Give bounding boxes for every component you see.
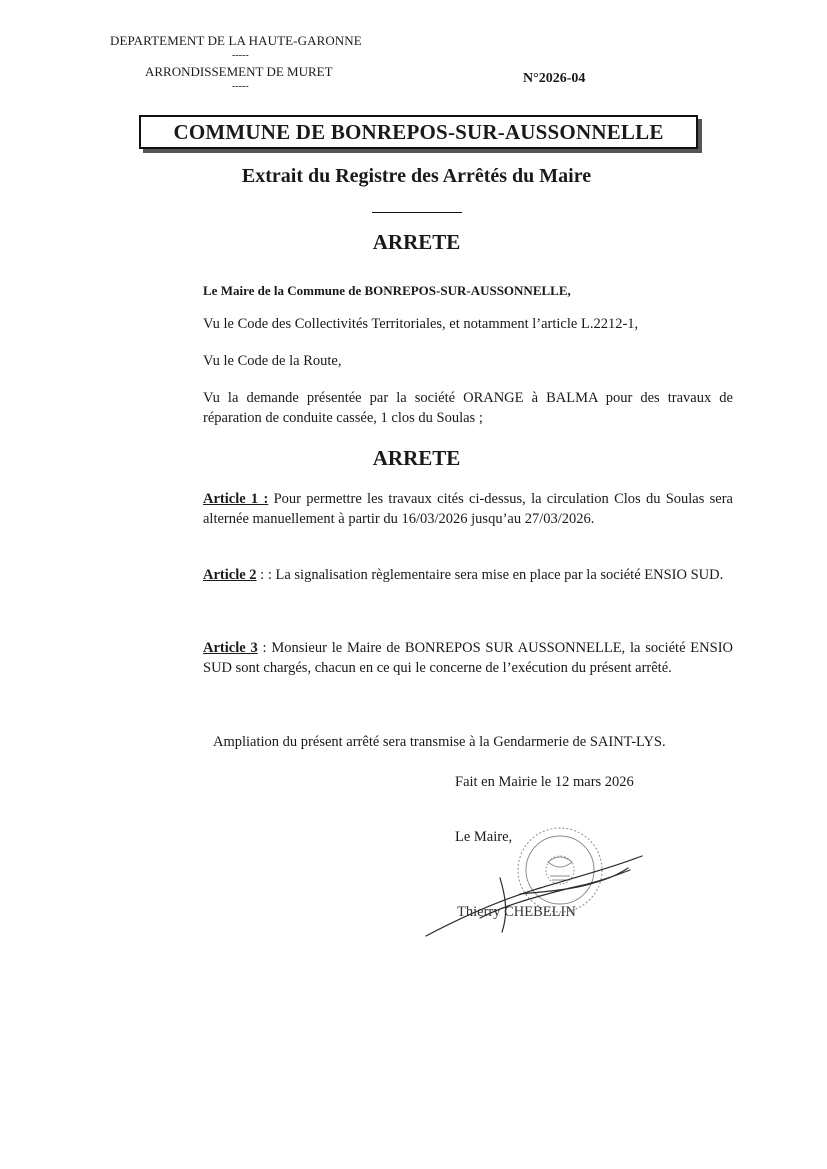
article-text: : Monsieur le Maire de BONREPOS SUR AUSSONNELLE, la société ENSIO SUD sont chargés, chacun en ce qui le concerne de l’exécution du présent arrêté. <box>203 640 733 676</box>
register-extract-heading: Extrait du Registre des Arrêtés du Maire <box>241 165 592 187</box>
arrete-heading: ARRETE <box>372 446 461 470</box>
article-text: Pour permettre les travaux cités ci-dessus, la circulation Clos du Soulas sera alternée manuellement à partir du 16/03/2026 jusqu’au 27/03/2026. <box>203 491 733 527</box>
date-place-line: Fait en Mairie le 12 mars 2026 <box>455 774 634 790</box>
signatory-role: Le Maire, <box>455 829 513 845</box>
vu-clause: Vu le Code des Collectivités Territoriales, et notamment l’article L.2212-1, <box>203 316 639 332</box>
header-separator: ----- <box>232 50 249 61</box>
article-label: Article 1 : <box>203 491 269 507</box>
arrete-heading: ARRETE <box>372 230 461 254</box>
arrondissement-line: ARRONDISSEMENT DE MURET <box>145 64 333 79</box>
mayor-preamble: Le Maire de la Commune de BONREPOS-SUR-AUSSONNELLE, <box>203 283 571 298</box>
arrete-number: N°2026-04 <box>523 71 586 86</box>
commune-title-box <box>139 115 698 149</box>
article-text: : : La signalisation règlementaire sera mise en place par la société ENSIO SUD. <box>256 567 724 583</box>
heading-rule <box>372 212 462 213</box>
article-2 <box>203 565 733 585</box>
commune-title: COMMUNE DE BONREPOS-SUR-AUSSONNELLE <box>173 119 664 144</box>
article-label: Article 2 <box>203 567 257 583</box>
article-label: Article 3 <box>203 640 258 656</box>
handwritten-signature <box>420 848 650 948</box>
header-separator: ----- <box>232 81 249 92</box>
ampliation-line: Ampliation du présent arrêté sera transmise à la Gendarmerie de SAINT-LYS. <box>213 734 666 750</box>
signatory-name: Thierry CHEBELIN <box>457 904 576 920</box>
article-3 <box>203 638 733 678</box>
department-line: DEPARTEMENT DE LA HAUTE-GARONNE <box>110 33 362 48</box>
article-1 <box>203 489 733 529</box>
vu-clause: Vu le Code de la Route, <box>203 353 342 369</box>
vu-clause: Vu la demande présentée par la société ORANGE à BALMA pour des travaux de réparation de conduite cassée, 1 clos du Soulas ; <box>203 390 733 426</box>
